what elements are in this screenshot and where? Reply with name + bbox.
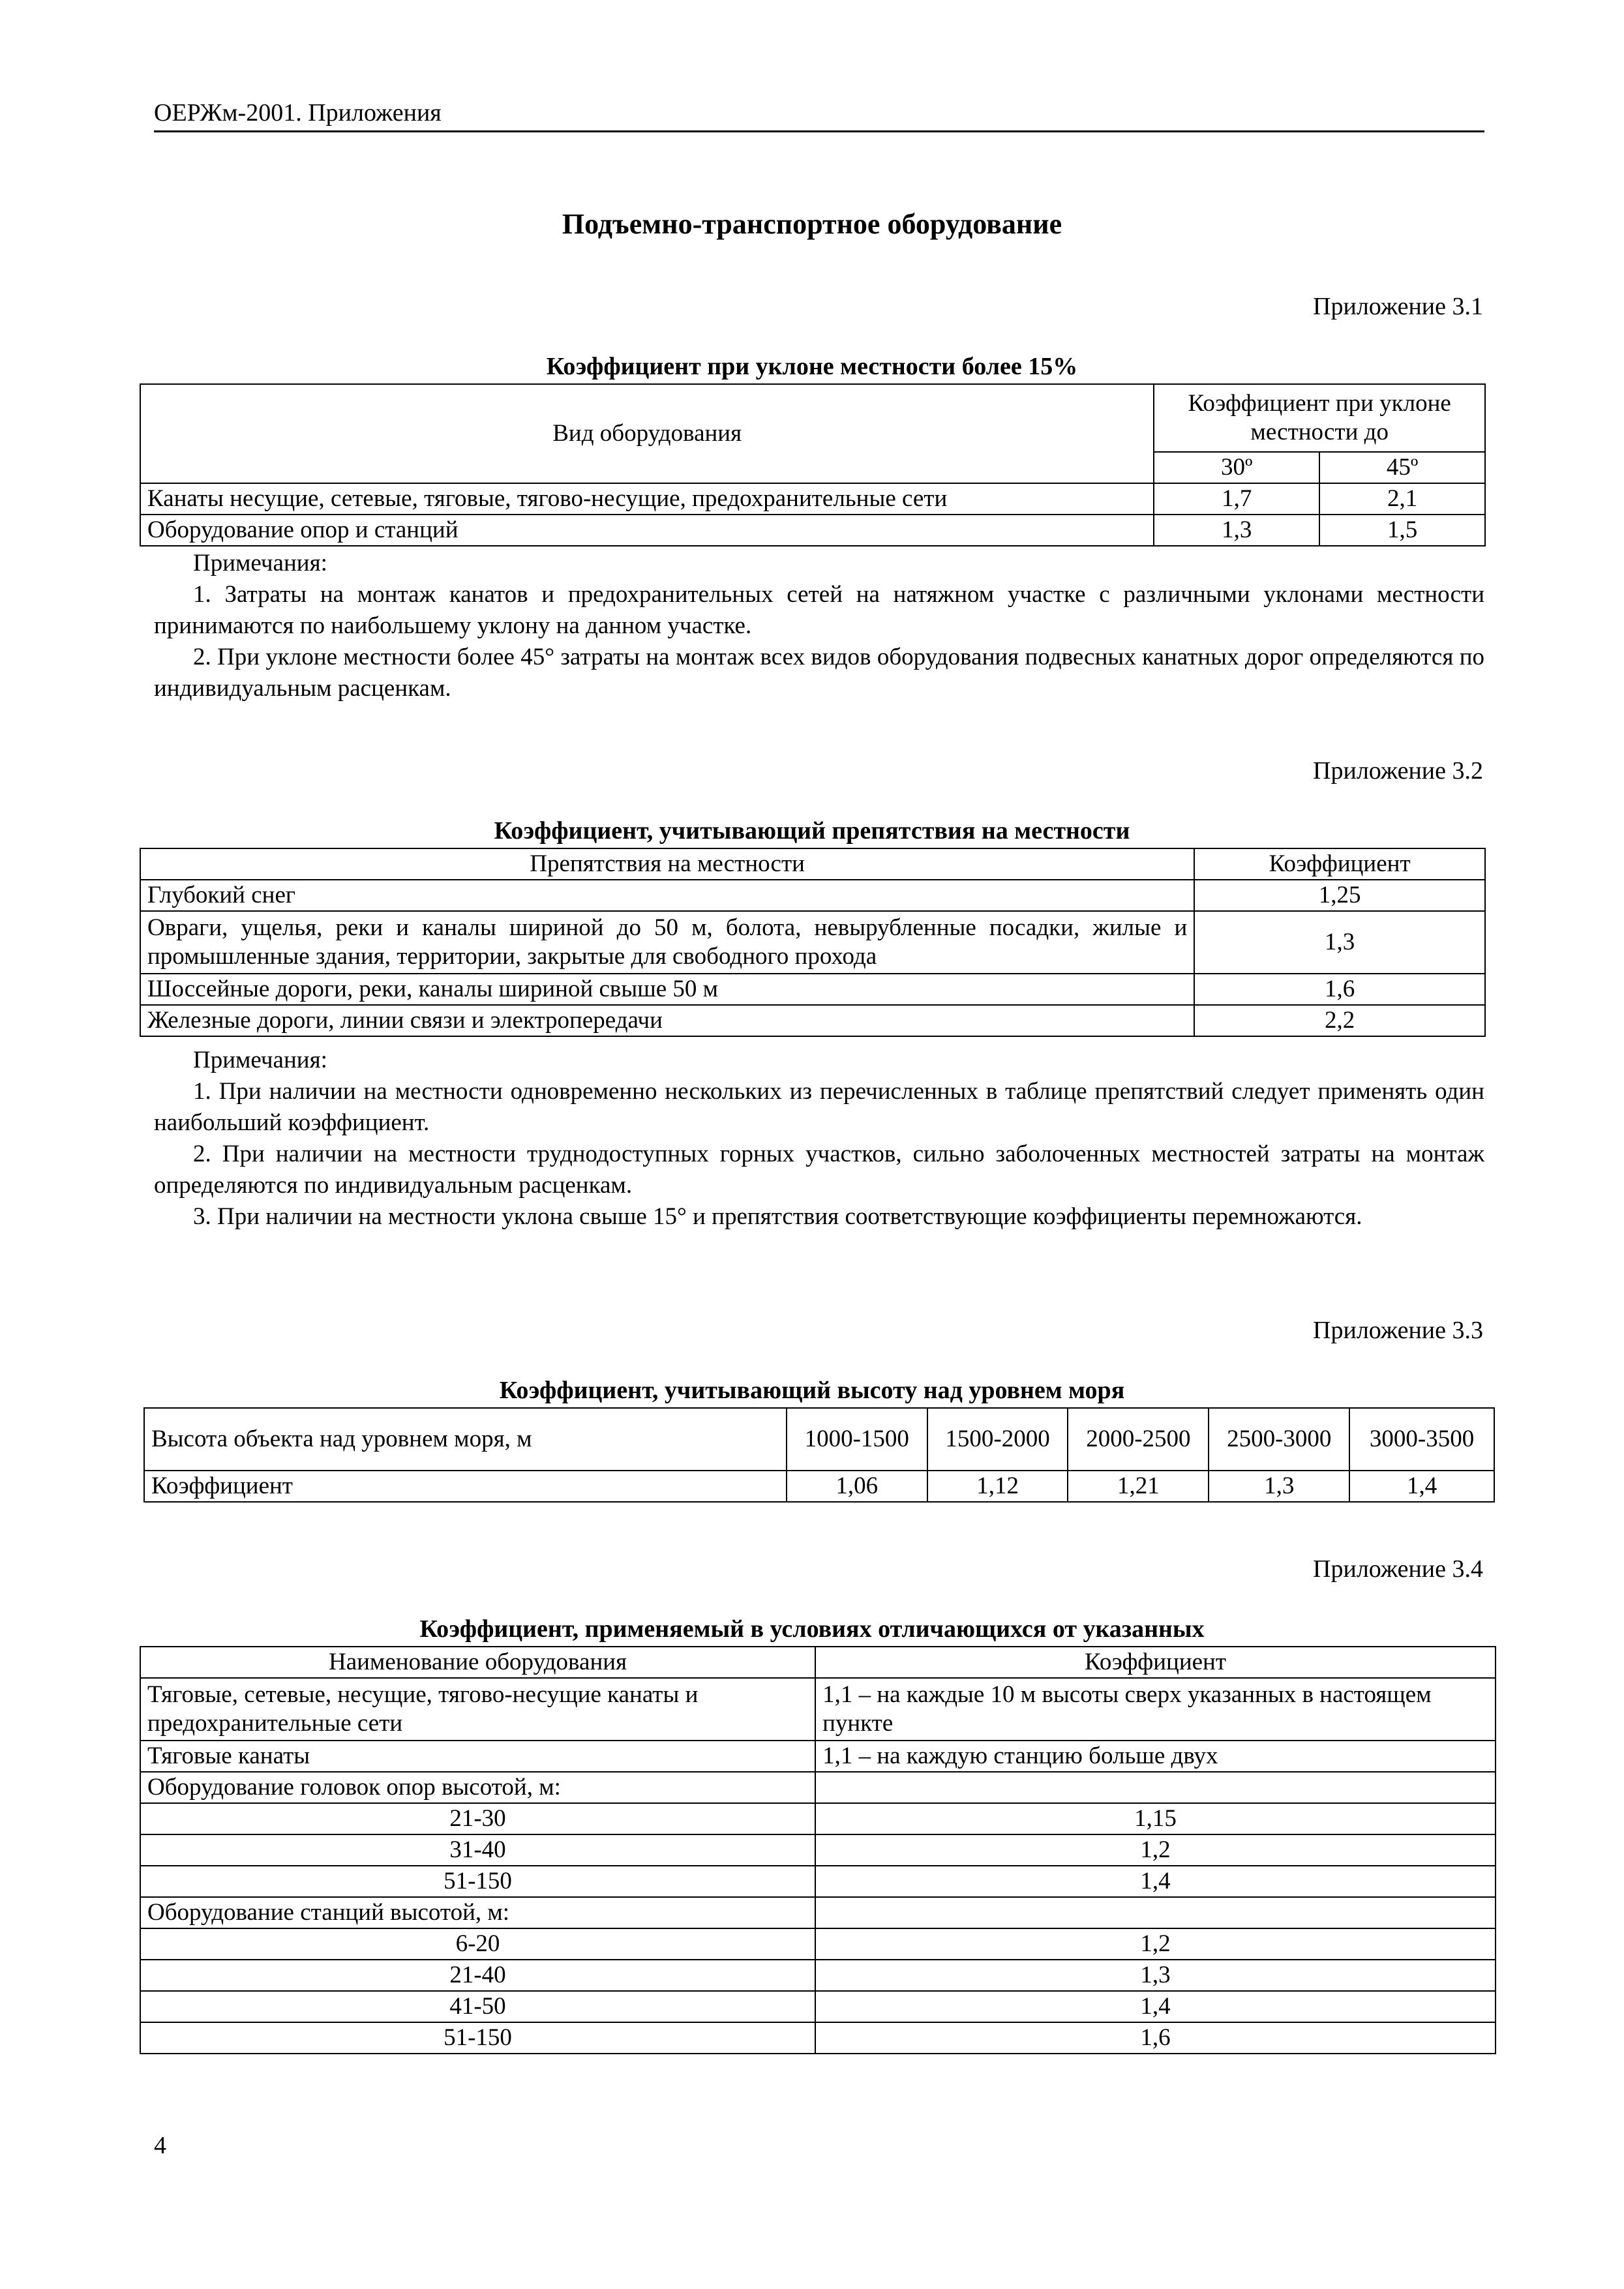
note: 1. При наличии на местности одновременно нескольких из перечисленных в таблице препятствий следует применять один наибольший коэффициент. bbox=[154, 1078, 1484, 1136]
appendix-3-3-label: Приложение 3.3 bbox=[1313, 1317, 1483, 1344]
table-row bbox=[140, 2022, 1496, 2054]
table-cell: Оборудование станций высотой, м: bbox=[140, 1897, 815, 1928]
table-row bbox=[140, 1005, 1485, 1036]
table-cell: 1,6 bbox=[815, 2022, 1496, 2054]
table-cell: 1,5 bbox=[1319, 515, 1485, 546]
table-cell: 1,2 bbox=[815, 1834, 1496, 1866]
table-cell: 2,2 bbox=[1194, 1005, 1485, 1036]
appendix-3-1-notes bbox=[154, 548, 1484, 704]
table-row bbox=[140, 911, 1485, 974]
appendix-3-4-caption: Коэффициент, применяемый в условиях отличающихся от указанных bbox=[419, 1615, 1205, 1643]
table-row bbox=[140, 1741, 1496, 1772]
notes-heading: Примечания: bbox=[193, 1047, 327, 1073]
table-row bbox=[140, 1928, 1496, 1960]
table-cell: 51-150 bbox=[140, 2022, 815, 2054]
table-cell: 21-40 bbox=[140, 1960, 815, 1991]
table-cell: 1500-2000 bbox=[927, 1408, 1068, 1471]
page-number: 4 bbox=[154, 2132, 166, 2159]
table-cell: 1,12 bbox=[927, 1471, 1068, 1502]
table-row bbox=[140, 1772, 1496, 1803]
table-3-4-header-name: Наименование оборудования bbox=[140, 1647, 815, 1678]
table-3-3-row-label-height: Высота объекта над уровнем моря, м bbox=[144, 1408, 787, 1471]
table-cell: Шоссейные дороги, реки, каналы шириной свыше 50 м bbox=[140, 974, 1194, 1005]
table-row bbox=[140, 1897, 1496, 1928]
table-3-1-sub-45: 45º bbox=[1319, 452, 1485, 483]
table-cell: 21-30 bbox=[140, 1803, 815, 1834]
table-cell: 51-150 bbox=[140, 1866, 815, 1897]
table-row bbox=[140, 974, 1485, 1005]
table-cell: 1,3 bbox=[815, 1960, 1496, 1991]
table-cell: Тяговые канаты bbox=[140, 1741, 815, 1772]
table-row bbox=[140, 1960, 1496, 1991]
table-3-2-header-coef: Коэффициент bbox=[1194, 848, 1485, 880]
table-row bbox=[144, 1471, 1494, 1502]
table-3-1 bbox=[140, 383, 1486, 546]
appendix-3-2-label: Приложение 3.2 bbox=[1313, 757, 1483, 785]
table-cell: 1,25 bbox=[1194, 880, 1485, 911]
table-row bbox=[140, 1991, 1496, 2022]
table-cell: Оборудование опор и станций bbox=[140, 515, 1154, 546]
page-title: Подъемно-транспортное оборудование bbox=[562, 208, 1062, 240]
table-cell bbox=[815, 1772, 1496, 1803]
table-cell: 1,21 bbox=[1068, 1471, 1209, 1502]
table-3-1-header-coef: Коэффициент при уклоне местности до bbox=[1154, 384, 1485, 452]
table-cell: Глубокий снег bbox=[140, 880, 1194, 911]
table-3-1-header-name: Вид оборудования bbox=[140, 384, 1154, 483]
table-cell: 1,15 bbox=[815, 1803, 1496, 1834]
note: 3. При наличии на местности уклона свыше 15° и препятствия соответствующие коэффициенты перемножаются. bbox=[193, 1203, 1362, 1230]
running-header: ОЕРЖм-2001. Приложения bbox=[154, 98, 1484, 132]
appendix-3-1-caption: Коэффициент при уклоне местности более 15% bbox=[546, 353, 1078, 380]
table-cell: 1,7 bbox=[1154, 483, 1319, 515]
table-row bbox=[140, 515, 1485, 546]
table-cell bbox=[815, 1897, 1496, 1928]
table-cell: 1,3 bbox=[1154, 515, 1319, 546]
table-cell: 41-50 bbox=[140, 1991, 815, 2022]
appendix-3-3-caption: Коэффициент, учитывающий высоту над уровнем моря bbox=[499, 1377, 1125, 1404]
table-cell: 1,3 bbox=[1209, 1471, 1349, 1502]
table-cell: 1,06 bbox=[787, 1471, 927, 1502]
table-row bbox=[140, 1834, 1496, 1866]
table-cell: Тяговые, сетевые, несущие, тягово-несущие канаты и предохранительные сети bbox=[140, 1678, 815, 1741]
table-cell: 31-40 bbox=[140, 1834, 815, 1866]
table-cell: Овраги, ущелья, реки и каналы шириной до 50 м, болота, невырубленные посадки, жилые и промышленные здания, территории, закрытые для свободного прохода bbox=[140, 911, 1194, 974]
table-row bbox=[140, 1803, 1496, 1834]
notes-heading: Примечания: bbox=[193, 550, 327, 576]
table-cell: Оборудование головок опор высотой, м: bbox=[140, 1772, 815, 1803]
table-row bbox=[140, 1678, 1496, 1741]
table-3-2 bbox=[140, 848, 1486, 1037]
appendix-3-1-label: Приложение 3.1 bbox=[1313, 293, 1483, 320]
table-cell: Железные дороги, линии связи и электропередачи bbox=[140, 1005, 1194, 1036]
table-row bbox=[140, 483, 1485, 515]
table-cell: 6-20 bbox=[140, 1928, 815, 1960]
table-3-4 bbox=[140, 1646, 1496, 2054]
table-cell: 1,4 bbox=[1349, 1471, 1494, 1502]
table-cell: 1,4 bbox=[815, 1866, 1496, 1897]
appendix-3-2-notes bbox=[154, 1045, 1484, 1233]
note: 2. При уклоне местности более 45° затраты на монтаж всех видов оборудования подвесных канатных дорог определяются по индивидуальным расценкам. bbox=[154, 644, 1484, 702]
table-row bbox=[140, 880, 1485, 911]
table-cell: 1,2 bbox=[815, 1928, 1496, 1960]
table-3-2-header-name: Препятствия на местности bbox=[140, 848, 1194, 880]
table-cell: 2000-2500 bbox=[1068, 1408, 1209, 1471]
note: 1. Затраты на монтаж канатов и предохранительных сетей на натяжном участке с различными уклонами местности принимаются по наибольшему уклону на данном участке. bbox=[154, 581, 1484, 639]
table-cell: 1,6 bbox=[1194, 974, 1485, 1005]
table-row bbox=[140, 1866, 1496, 1897]
table-cell: Канаты несущие, сетевые, тяговые, тягово-несущие, предохранительные сети bbox=[140, 483, 1154, 515]
appendix-3-2-caption: Коэффициент, учитывающий препятствия на местности bbox=[494, 817, 1130, 845]
table-cell: 1,1 – на каждую станцию больше двух bbox=[815, 1741, 1496, 1772]
table-cell: 1,4 bbox=[815, 1991, 1496, 2022]
table-cell: 1,1 – на каждые 10 м высоты сверх указанных в настоящем пункте bbox=[815, 1678, 1496, 1741]
table-3-3-row-label-coef: Коэффициент bbox=[144, 1471, 787, 1502]
table-3-1-sub-30: 30º bbox=[1154, 452, 1319, 483]
table-cell: 2500-3000 bbox=[1209, 1408, 1349, 1471]
table-cell: 3000-3500 bbox=[1349, 1408, 1494, 1471]
table-3-3 bbox=[143, 1407, 1495, 1503]
note: 2. При наличии на местности труднодоступных горных участков, сильно заболоченных местностей затраты на монтаж определяются по индивидуальным расценкам. bbox=[154, 1141, 1484, 1199]
appendix-3-4-label: Приложение 3.4 bbox=[1313, 1555, 1483, 1583]
table-cell: 2,1 bbox=[1319, 483, 1485, 515]
table-3-4-header-coef: Коэффициент bbox=[815, 1647, 1496, 1678]
table-cell: 1000-1500 bbox=[787, 1408, 927, 1471]
table-cell: 1,3 bbox=[1194, 911, 1485, 974]
